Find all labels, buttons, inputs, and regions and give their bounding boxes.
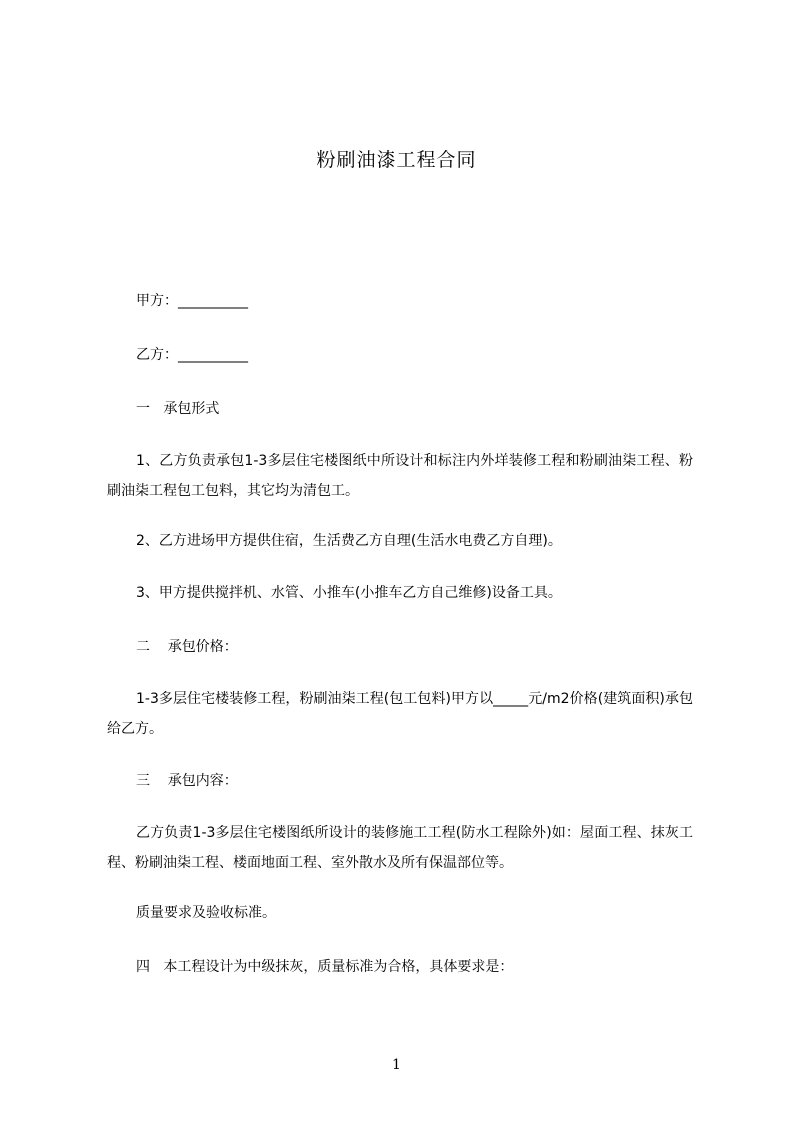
section-2-paragraph-1: 1-3多层住宅楼装修工程，粉刷油柒工程(包工包料)甲方以_____元/m2价格(建筑面积)承包给乙方。 (107, 691, 693, 737)
party-a-line: 甲方：__________ (136, 293, 248, 309)
section-1-paragraph-3: 3、甲方提供搅拌机、水管、小推车(小推车乙方自己维修)设备工具。 (136, 585, 562, 601)
section-2-heading: 二 承包价格： (136, 639, 238, 655)
section-1-paragraph-1: 1、乙方负责承包1-3多层住宅楼图纸中所设计和标注内外垟装修工程和粉刷油柒工程、粉刷油柒工程包工包料，其它均为清包工。 (107, 453, 693, 499)
section-1-heading: 一 承包形式 (136, 401, 220, 417)
section-3-heading: 三 承包内容： (136, 773, 238, 789)
section-3-paragraph-1: 乙方负责1-3多层住宅楼图纸所设计的装修施工工程(防水工程除外)如：屋面工程、抹灰工程、粉刷油柒工程、楼面地面工程、室外散水及所有保温部位等。 (107, 825, 693, 871)
section-1-paragraph-2: 2、乙方进场甲方提供住宿，生活费乙方自理(生活水电费乙方自理)。 (136, 533, 562, 549)
section-4-heading: 四 本工程设计为中级抹灰，质量标准为合格，具体要求是： (136, 959, 514, 975)
quality-requirements-line: 质量要求及验收标准。 (136, 905, 276, 921)
party-b-line: 乙方：__________ (136, 347, 248, 363)
document-title: 粉刷油漆工程合同 (316, 149, 477, 171)
page-number: 1 (392, 1057, 401, 1073)
